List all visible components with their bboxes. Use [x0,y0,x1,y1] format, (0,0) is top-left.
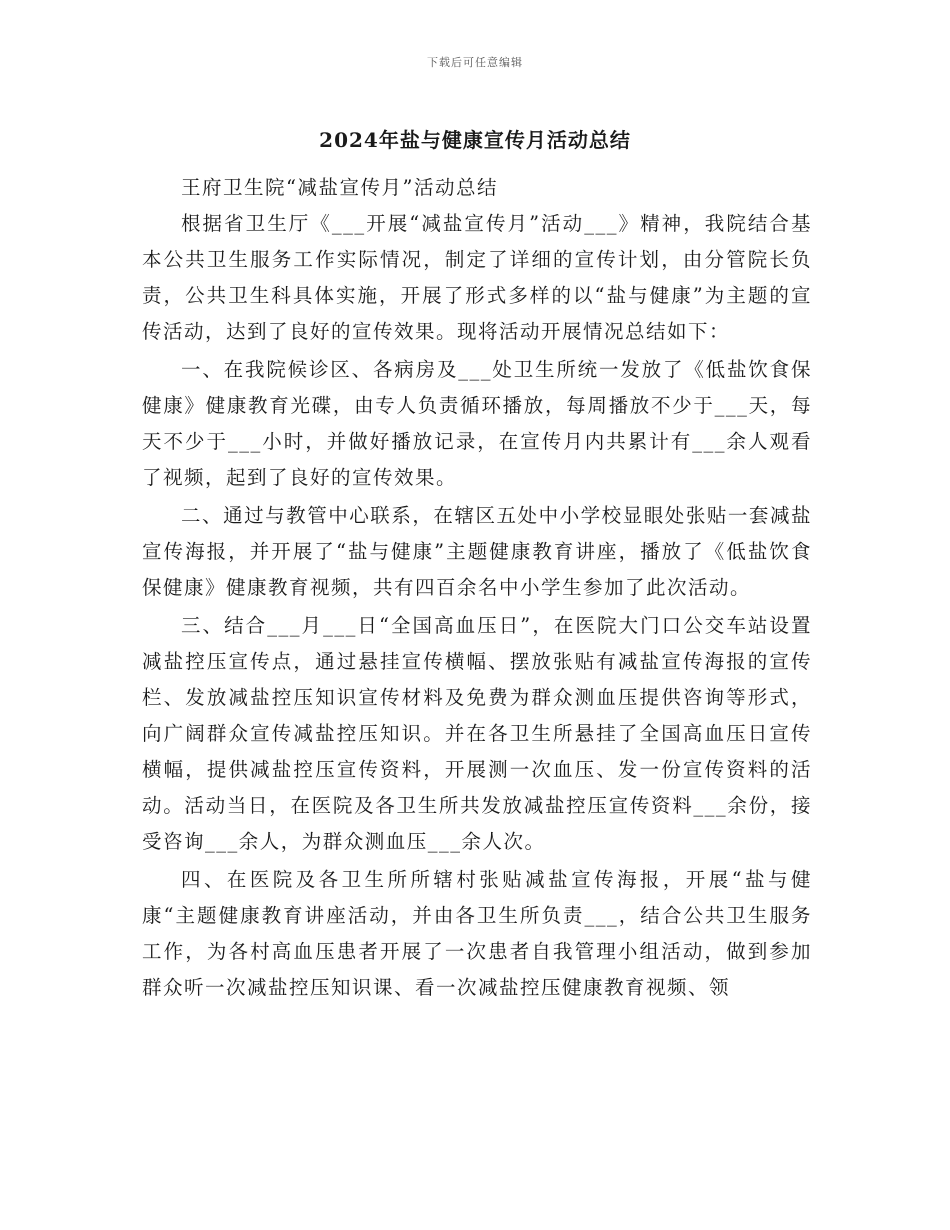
paragraph-section-3: 三、结合___月___日“全国高血压日”，在医院大门口公交车站设置减盐控压宣传点，通过悬挂宣传横幅、摆放张贴有减盐宣传海报的宣传栏、发放减盐控压知识宣传材料及免费为群众测血压提供咨询等形式，向广阔群众宣传减盐控压知识。并在各卫生所悬挂了全国高血压日宣传横幅，提供减盐控压宣传资料，开展测一次血压、发一份宣传资料的活动。活动当日，在医院及各卫生所共发放减盐控压宣传资料___余份，接受咨询___余人，为群众测血压___余人次。 [142,614,812,853]
paragraph-section-4: 四、在医院及各卫生所所辖村张贴减盐宣传海报，开展“盐与健康“主题健康教育讲座活动，并由各卫生所负责___，结合公共卫生服务工作，为各村高血压患者开展了一次患者自我管理小组活动，做到参加群众听一次减盐控压知识课、看一次减盐控压健康教育视频、领 [142,868,812,999]
document-title: 2024年盐与健康宣传月活动总结 [319,128,631,152]
paragraph-subtitle: 王府卫生院“减盐宣传月”活动总结 [181,176,498,199]
document-body [142,170,812,1006]
paragraph-section-1: 一、在我院候诊区、各病房及___处卫生所统一发放了《低盐饮食保健康》健康教育光碟，由专人负责循环播放，每周播放不少于___天，每天不少于___小时，并做好播放记录，在宣传月内共累计有___余人观看了视频，起到了良好的宣传效果。 [142,358,812,489]
page-header-note: 下载后可任意编辑 [427,56,523,69]
paragraph-intro: 根据省卫生厅《___开展“减盐宣传月”活动___》精神，我院结合基本公共卫生服务工作实际情况，制定了详细的宣传计划，由分管院长负责，公共卫生科具体实施，开展了形式多样的以“盐与健康”为主题的宣传活动，达到了良好的宣传效果。现将活动开展情况总结如下： [142,212,812,343]
paragraph-section-2: 二、通过与教管中心联系，在辖区五处中小学校显眼处张贴一套减盐宣传海报，并开展了“盐与健康”主题健康教育讲座，播放了《低盐饮食保健康》健康教育视频，共有四百余名中小学生参加了此次活动。 [142,504,812,599]
